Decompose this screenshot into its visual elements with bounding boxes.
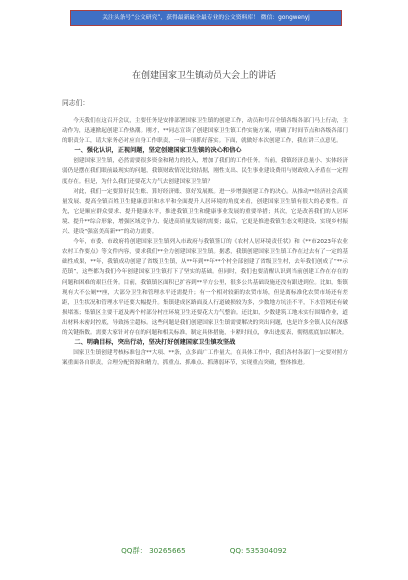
- paragraph: 对此，我们一定要算好民生账、算好经济账、算好发展账。进一步增强创建工作的决心。从推动**经济社会高质量发展、提高全镇百姓卫生健康意识和水平和全面提升人居环境的角度来看，创建国家卫生镇有很大的必要性。首先，它是顺应群众要求、提升健康水平，推进我镇卫生和健康事业发展的重要举措；其次，它是改善我们的人居环境、提升**综合形象，增强区域竞争力、促进高质量发展的需要；最后，它更是推进我镇生态文明建设、实现乡村振兴、建设“强富美高新**”的动力需要。: [62, 188, 348, 236]
- paragraph: 今年，市委、市政府将创建国家卫生镇列入市政府与我镇签订的《农村人居环境责任状》和《**市2023年农业农村工作要点》等文件内容，要求我们**全力创建国家卫生镇。据悉，我镇创建国家卫生镇工作在过去有了一定的基础性成果，**年，我镇成功创建了省级卫生镇，从**年到**年**个村全部创建了省级卫生村，去年我们创成了“**示范镇”，这些都为我们今年创建国家卫生镇打下了坚实的基础。但同时，我们也要清醒认识到当前创建工作在存在的问题和困难的艰巨任务。目前，我镇镇区面积已扩容到**平方公里，很多公共基础设施还没有跟进到位。比如，集镇现有大不公厕**座，大部分卫生和管理水平还需提升；有一个相对较新的农贸市场，但是离标准化农贸市场还有差距，卫生状况和管理水平还要大幅提升。集镇建成区路面及人行道破损较为多，少数地方坑洼不平，下水管网还有破损堵塞；集镇区主要干道及两个村部分村庄环境卫生还要花大力气整治。还比如，少数建筑工地未实行围墙作业，道出材料未密封控底，导致扬尘超标。这些问题是我们创建国家卫生镇需要解决的突出问题，也是许多全镇人民有深感的关键指数。需要大家针对存在的问题和相关标准，制定具体措施，卡紧时间点，拿出进度表，彻彻底底加以解决。: [62, 239, 348, 336]
- qq-contact-number: QQ: 535304092: [229, 546, 287, 555]
- paragraph: 创建国家卫生镇，必然需要很多资金和精力的投入，增加了我们的工作任务。当前，我镇经济总量小、实体经济弱仍是摆在我们眼前最现实的问题，我镇财政情况比较拮据，刚性支出、民生事业建设费用与财政收入矛盾在一定程度存在。但是，为什么我们还要花大力气去创建国家卫生镇？: [62, 158, 348, 185]
- section-heading: 二、明确目标，突出行动，坚决打好创建国家卫生镇攻坚战: [74, 339, 236, 347]
- greeting: 同志们：: [62, 99, 90, 107]
- section-heading: 一、强化认识，正视问题，坚定创建国家卫生镇的决心和信心: [74, 147, 242, 155]
- page-title: 在创建国家卫生镇动员大会上的讲话: [131, 71, 276, 81]
- qq-group-number: QQ群： 30265665: [121, 546, 186, 555]
- paragraph: 今天我们在这召开会议，主要任务是安排部署国家卫生镇的创建工作，动员和号召全镇各级各部门马上行动，主动作为，迅速掀起创建工作热潮。刚才，**同志宣读了创建国家卫生镇工作实施方案，明确了时间节点和各级各部门的职责分工，请大家务必对应自身工作职责，一项一项抓好落实。下面，就做好本次创建工作，我在讲三点意见。: [62, 118, 348, 145]
- promo-banner: 关注头条号“公文研究”，获得最新最全最专业的公文资料库！ 微信：gongwenyj: [70, 10, 342, 26]
- footer: [0, 546, 408, 560]
- document-body: [62, 116, 348, 368]
- paragraph: 国家卫生镇创建考核标准包含**大项、**条，点多面广工作量大。在具体工作中，我们各村各部门一定要对照方案重面各自职责，合理分配资源和精力，抓重点、抓难点、抓薄弱环节，实现重点突破，整体推进。: [62, 350, 348, 367]
